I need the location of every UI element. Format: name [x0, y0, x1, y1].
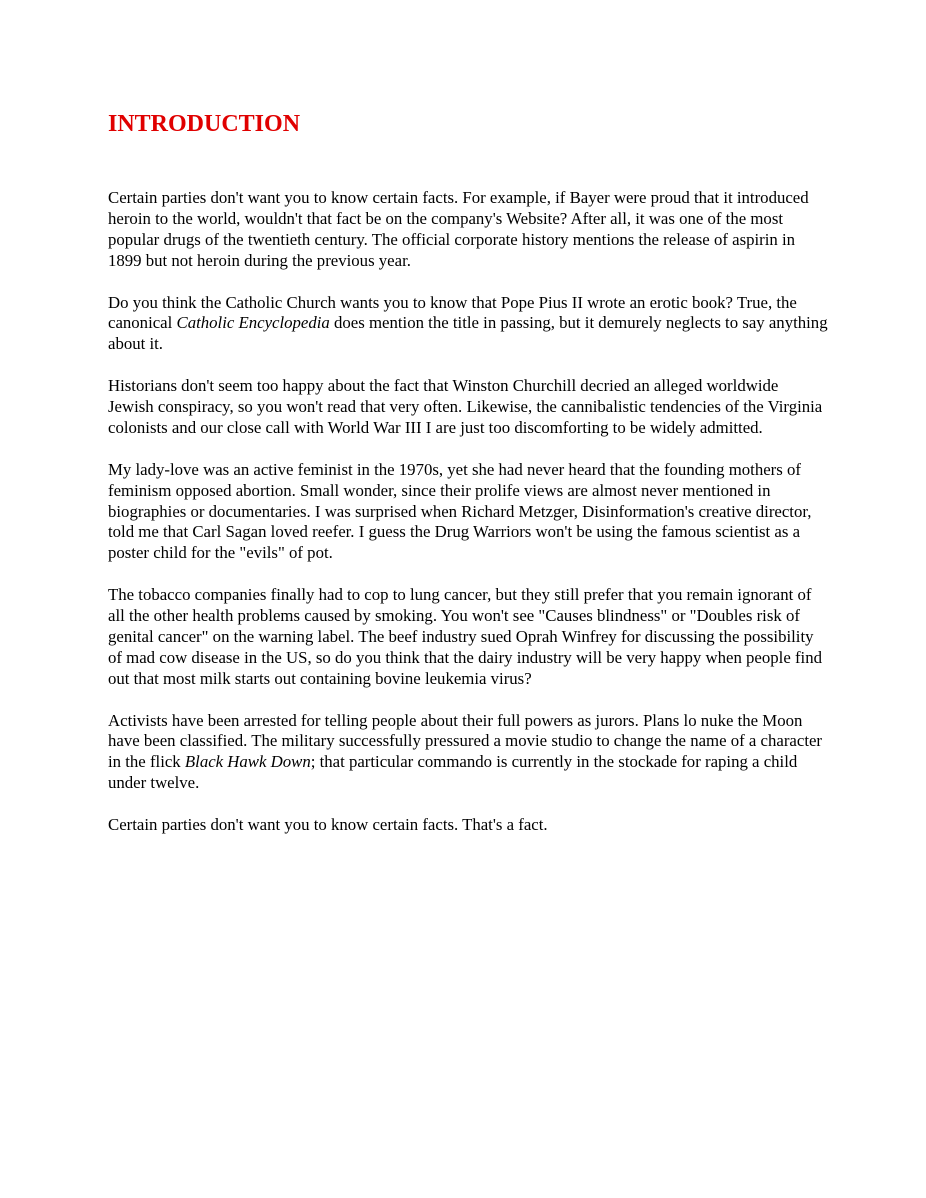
paragraph-text: The tobacco companies finally had to cop to lung cancer, but they still prefer that you remain ignorant of all the other health problems caused by smoking. You won't see "Causes blindness" or "Doubles risk of genital cancer" on the warning label. The beef industry sued Oprah Winfrey for discussing the possibility of mad cow disease in the US, so do you think that the dairy industry will be very happy when people find out that most milk starts out containing bovine leukemia virus?: [108, 585, 822, 688]
paragraph: [108, 376, 828, 439]
paragraph-text: My lady-love was an active feminist in the 1970s, yet she had never heard that the founding mothers of feminism opposed abortion. Small wonder, since their prolife views are almost never mentioned in biographies or documentaries. I was surprised when Richard Metzger, Disinformation's creative director, told me that Carl Sagan loved reefer. I guess the Drug Warriors won't be using the famous scientist as a poster child for the "evils" of pot.: [108, 459, 812, 563]
paragraph: [108, 585, 828, 690]
paragraph-text: does mention the title in passing, but it demurely neglects to say anything about it.: [108, 313, 828, 354]
document-page: [108, 110, 828, 857]
paragraph: [108, 293, 828, 356]
paragraph-text: Certain parties don't want you to know certain facts. That's a fact.: [108, 815, 548, 835]
paragraph-text: Activists have been arrested for telling people about their full powers as jurors. Plans lo nuke the Moon have been classified. The military successfully pressured a movie studio to change the name of a character in the flick: [108, 710, 823, 772]
paragraph: [108, 460, 828, 565]
paragraph-text: ; that particular commando is currently in the stockade for raping a child under twelve.: [108, 752, 798, 793]
paragraph-text: Certain parties don't want you to know certain facts. For example, if Bayer were proud that it introduced heroin to the world, wouldn't that fact be on the company's Website? After all, it was one of the most popular drugs of the twentieth century. The official corporate history mentions the release of aspirin in 1899 but not heroin during the previous year.: [108, 188, 809, 270]
italic-book-title: Catholic Encyclopedia: [176, 313, 330, 333]
paragraph-text: Do you think the Catholic Church wants you to know that Pope Pius II wrote an erotic book? True, the canonical: [108, 292, 797, 333]
paragraph: [108, 815, 828, 836]
paragraph-text: Historians don't seem too happy about the fact that Winston Churchill decried an alleged worldwide Jewish conspiracy, so you won't read that very often. Likewise, the cannibalistic tendencies of the Virginia colonists and our close call with World War III I are just too discomforting to be widely admitted.: [108, 376, 823, 437]
page-title: INTRODUCTION: [108, 111, 301, 137]
italic-film-title: Black Hawk Down: [184, 752, 311, 772]
paragraph: [108, 711, 828, 795]
paragraph: [108, 188, 828, 272]
